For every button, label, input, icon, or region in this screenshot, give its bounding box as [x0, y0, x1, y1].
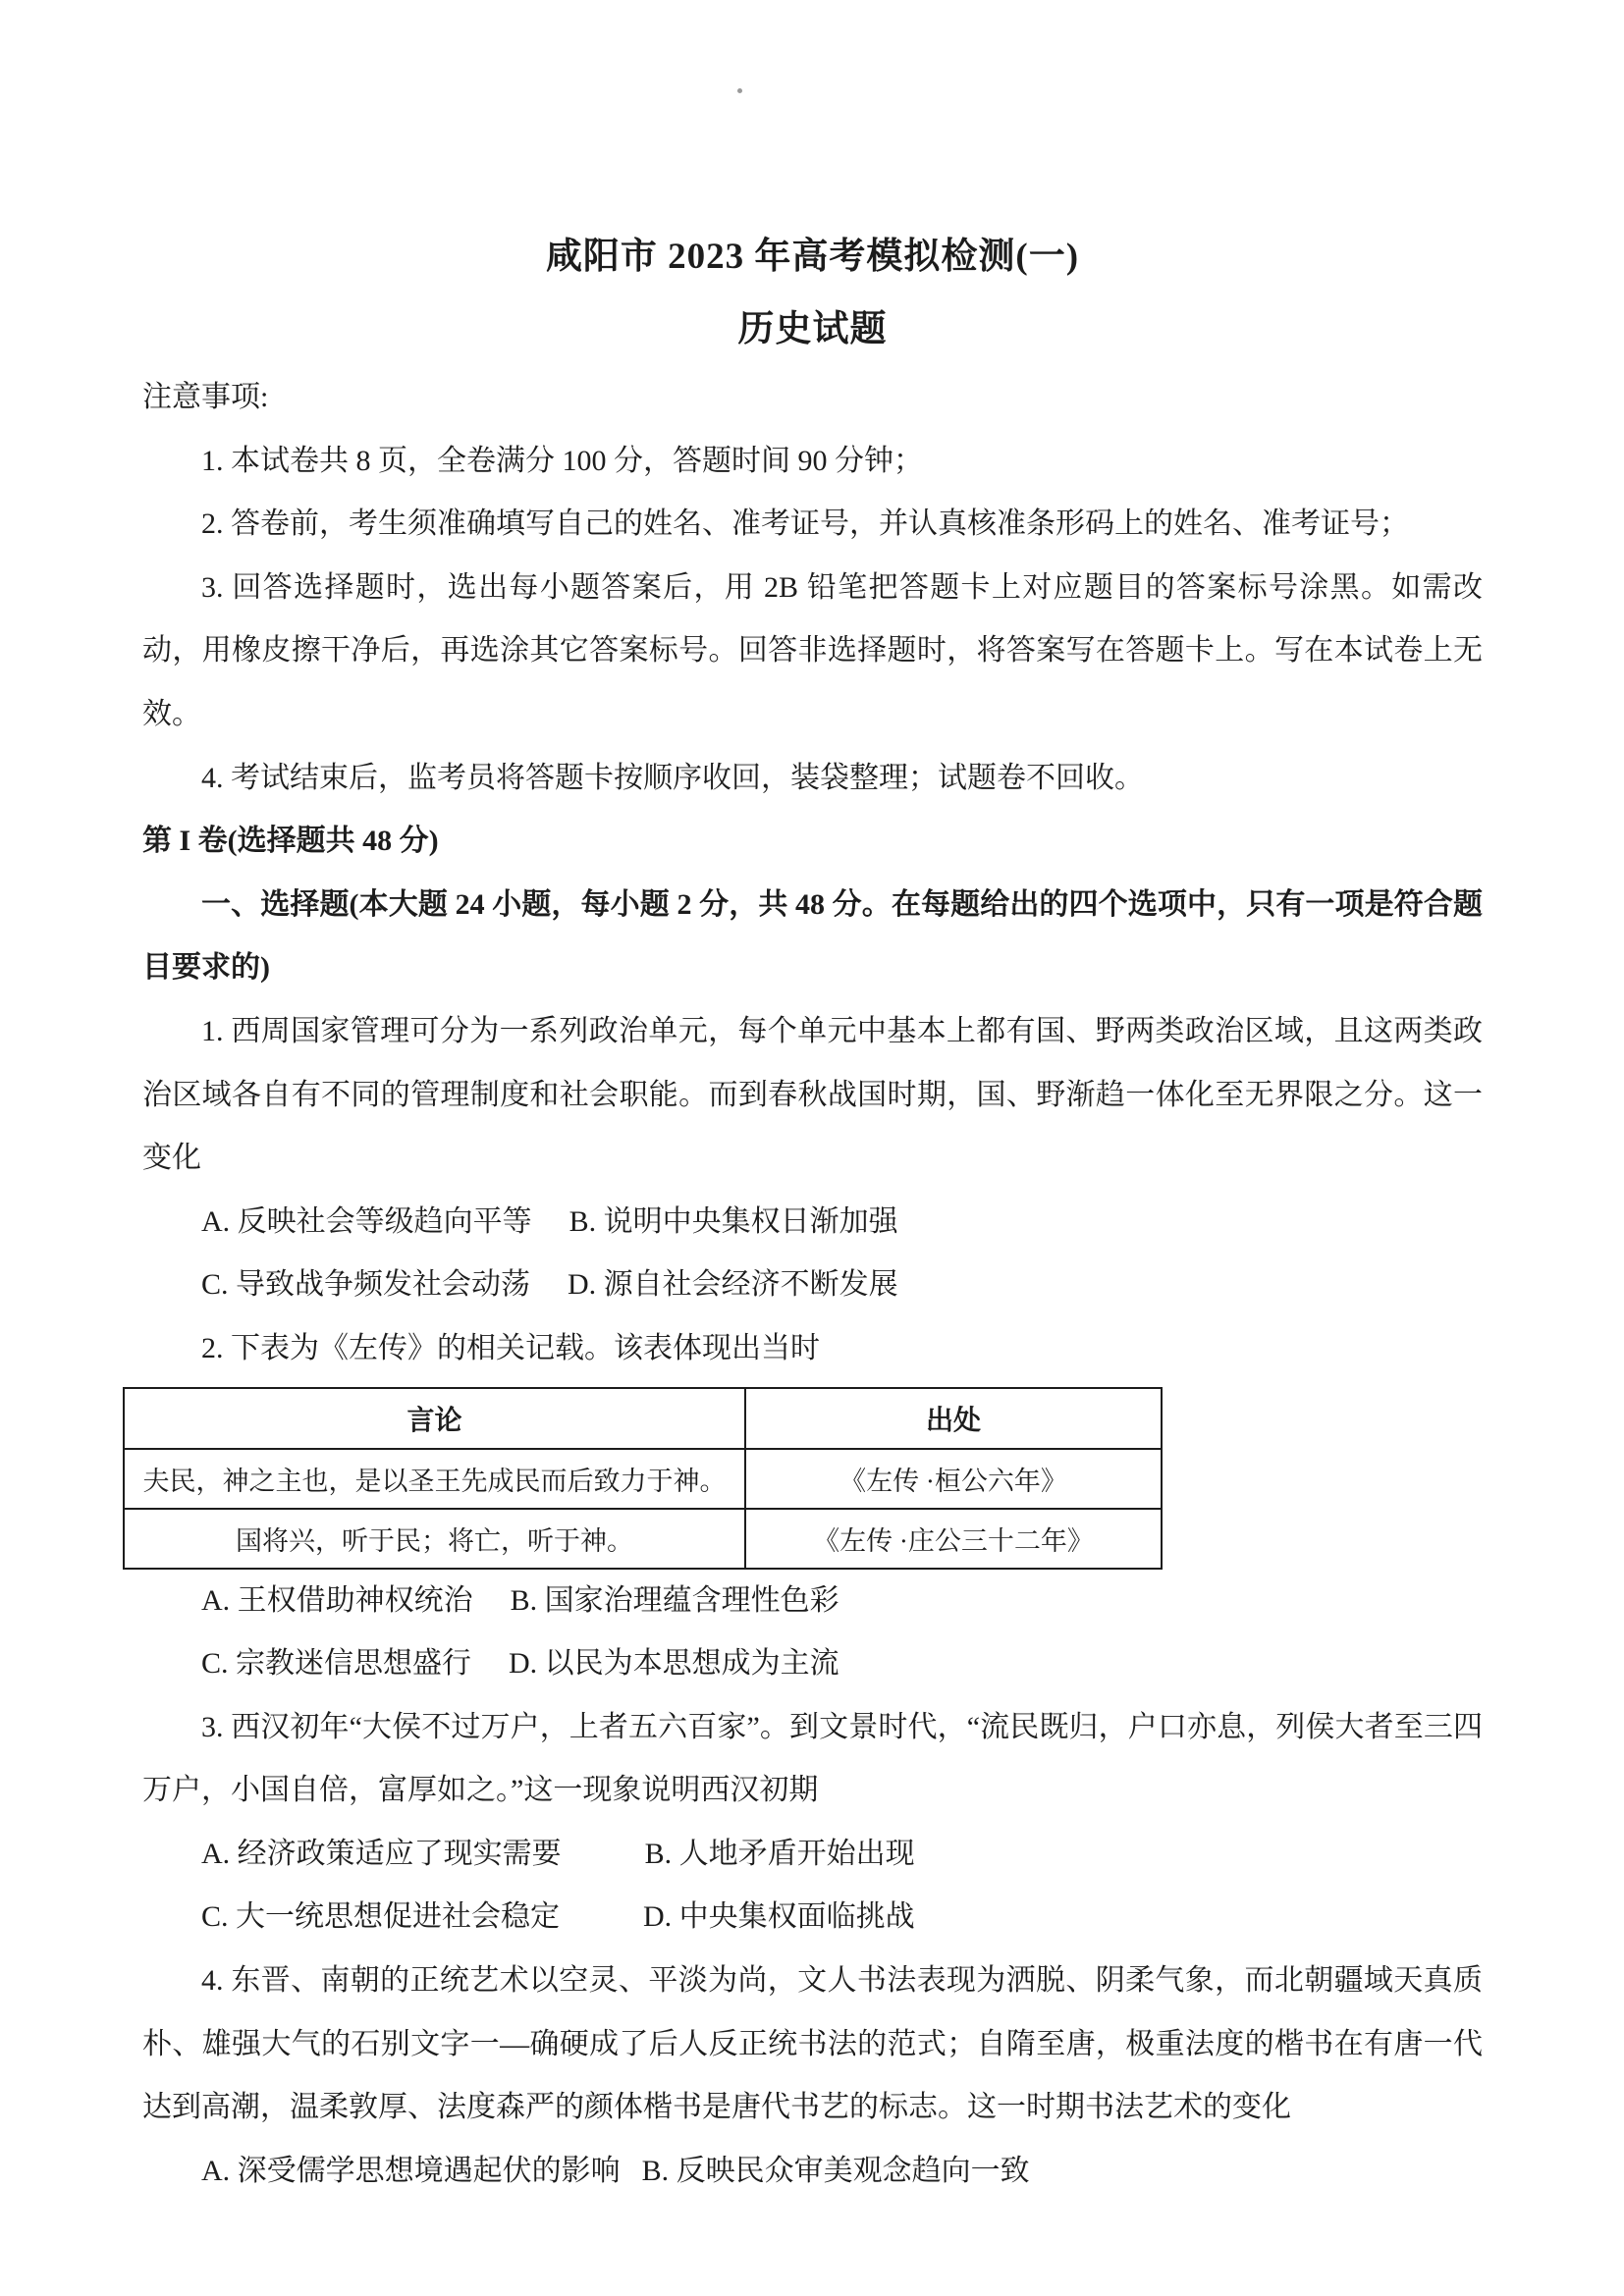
question-2-stem: 2. 下表为《左传》的相关记载。该表体现出当时 — [201, 1331, 820, 1364]
doc-subtitle: 历史试题 — [737, 309, 888, 349]
notice-heading: 注意事项: — [142, 381, 269, 413]
table-cell-source-2: 《左传 ·庄公三十二年》 — [745, 1509, 1162, 1569]
question-1-options-ab — [142, 1191, 1483, 1255]
question-3-option-b: B. 人地矛盾开始出现 — [644, 1837, 915, 1870]
question-3-option-d: D. 中央集权面临挑战 — [643, 1900, 915, 1934]
question-4-option-b: B. 反映民众审美观念趋向一致 — [641, 2154, 1030, 2187]
question-4-options-ab — [142, 2140, 1483, 2204]
notice-item-4: 4. 考试结束后，监考员将答题卡按顺序收回，装袋整理；试题卷不回收。 — [201, 761, 1144, 794]
question-3-option-a: A. 经济政策适应了现实需要 — [201, 1837, 562, 1870]
table-cell-remark-1: 夫民，神之主也，是以圣王先成民而后致力于神。 — [124, 1449, 745, 1509]
question-1-option-c: C. 导致战争频发社会动荡 — [201, 1268, 531, 1302]
table-header-row — [124, 1388, 1162, 1449]
question-1-option-b: B. 说明中央集权日渐加强 — [568, 1204, 898, 1238]
question-1-option-d: D. 源自社会经济不断发展 — [568, 1268, 898, 1302]
question-1-options-cd — [142, 1254, 1483, 1317]
table-row — [124, 1509, 1162, 1569]
question-2-table — [123, 1387, 1163, 1570]
question-2-option-d: D. 以民为本思想成为主流 — [509, 1647, 839, 1681]
section-instruction: 一、选择题(本大题 24 小题，每小题 2 分，共 48 分。在每题给出的四个选项中，只有一项是符合题目要求的) — [142, 887, 1483, 985]
section-heading: 第 I 卷(选择题共 48 分) — [142, 825, 439, 858]
question-3-stem: 3. 西汉初年“大侯不过万户，上者五六百家”。到文景时代，“流民既归，户口亦息，列侯大者至三四万户，小国自倍，富厚如之。”这一现象说明西汉初期 — [142, 1710, 1483, 1807]
question-4-option-a: A. 深受儒学思想境遇起伏的影响 — [201, 2154, 621, 2187]
table-row — [124, 1449, 1162, 1509]
table-header-remark: 言论 — [124, 1388, 745, 1449]
table-header-source: 出处 — [745, 1388, 1162, 1449]
notice-item-2: 2. 答卷前，考生须准确填写自己的姓名、准考证号，并认真核准条形码上的姓名、准考证号； — [201, 507, 1409, 541]
question-2-option-b: B. 国家治理蕴含理性色彩 — [510, 1583, 839, 1617]
notice-item-3: 3. 回答选择题时，选出每小题答案后，用 2B 铅笔把答题卡上对应题目的答案标号涂黑。如需改动，用橡皮擦干净后，再选涂其它答案标号。回答非选择题时，将答案写在答题卡上。写在本试卷上无效。 — [142, 570, 1483, 730]
question-2-option-a: A. 王权借助神权统治 — [201, 1583, 473, 1617]
doc-title: 咸阳市 2023 年高考模拟检测(一) — [545, 237, 1080, 277]
table-cell-remark-2: 国将兴，听于民；将亡，听于神。 — [124, 1509, 745, 1569]
question-3-option-c: C. 大一统思想促进社会稳定 — [201, 1900, 561, 1934]
question-1-stem: 1. 西周国家管理可分为一系列政治单元，每个单元中基本上都有国、野两类政治区域，且这两类政治区域各自有不同的管理制度和社会职能。而到春秋战国时期，国、野渐趋一体化至无界限之分。这一变化 — [142, 1014, 1483, 1175]
question-2-option-c: C. 宗教迷信思想盛行 — [201, 1647, 472, 1681]
question-3-options-ab — [142, 1823, 1483, 1887]
notice-item-1: 1. 本试卷共 8 页，全卷满分 100 分，答题时间 90 分钟； — [201, 444, 923, 477]
scan-artifact-dot — [737, 88, 742, 93]
question-4-stem: 4. 东晋、南朝的正统艺术以空灵、平淡为尚，文人书法表现为洒脱、阴柔气象，而北朝疆域天真质朴、雄强大气的石别文字一—确硬成了后人反正统书法的范式；自隋至唐，极重法度的楷书在有唐一代达到高潮，温柔敦厚、法度森严的颜体楷书是唐代书艺的标志。这一时期书法艺术的变化 — [142, 1964, 1483, 2124]
table-cell-source-1: 《左传 ·桓公六年》 — [745, 1449, 1162, 1509]
question-3-options-cd — [142, 1886, 1483, 1949]
question-2-options-cd — [142, 1632, 1483, 1696]
question-1-option-a: A. 反映社会等级趋向平等 — [201, 1204, 532, 1238]
question-2-options-ab — [142, 1570, 1483, 1633]
